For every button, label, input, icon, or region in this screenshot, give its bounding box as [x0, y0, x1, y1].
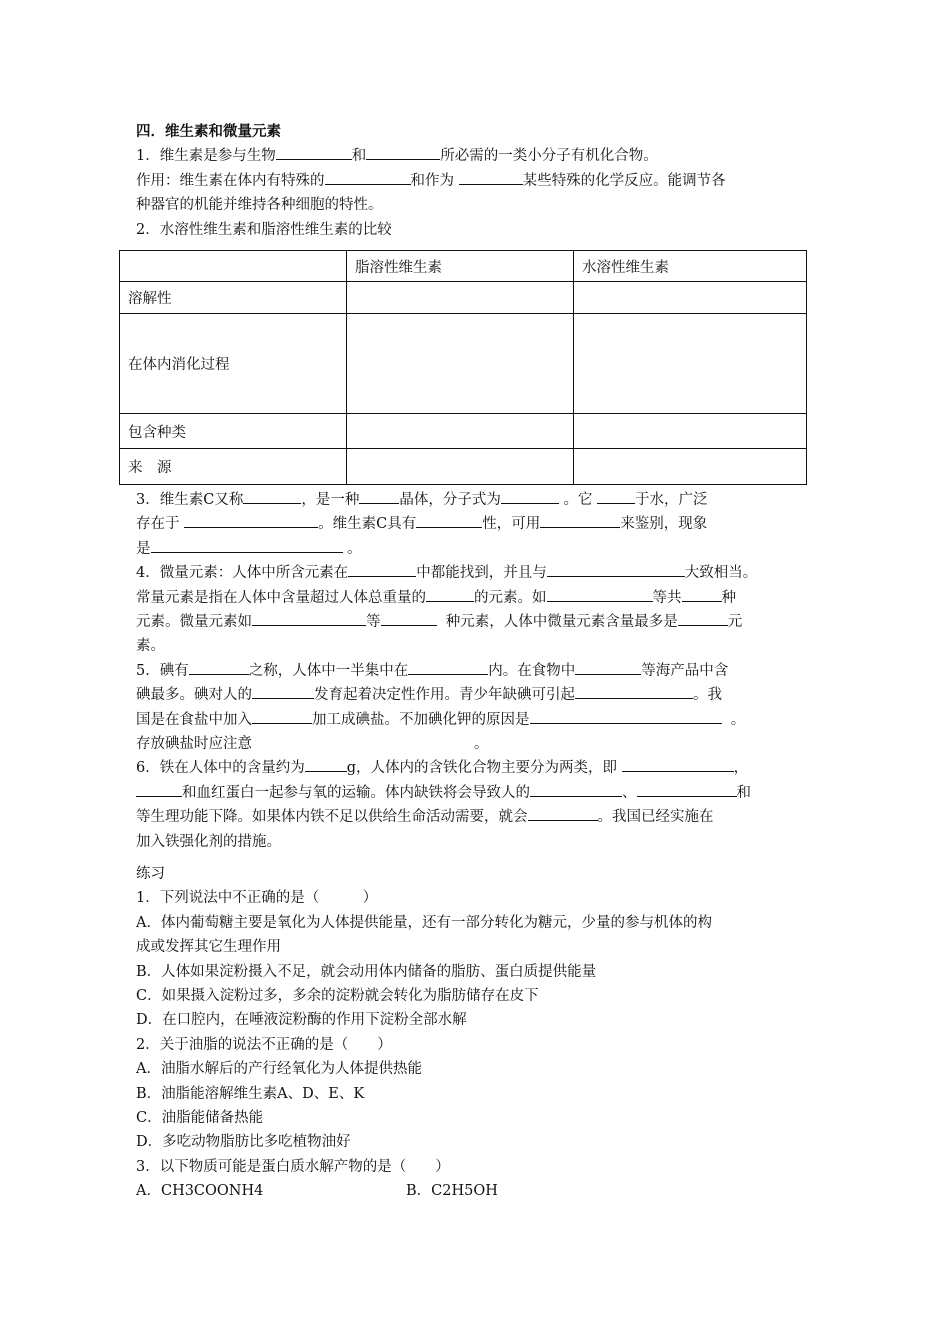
- table-cell[interactable]: [347, 414, 574, 449]
- question-6-line2: [136, 781, 826, 805]
- table-header-cell: [120, 251, 347, 282]
- exercise-question-3-options: [136, 1179, 826, 1203]
- blank[interactable]: [575, 659, 641, 675]
- table-header-cell: 水溶性维生素: [574, 251, 807, 282]
- blank[interactable]: [189, 659, 249, 675]
- text: 等海产品中含: [641, 662, 729, 679]
- table-row: [120, 414, 807, 449]
- blank[interactable]: [325, 169, 411, 185]
- option-a[interactable]: A．CH3COONH4: [136, 1183, 264, 1200]
- text: 某些特殊的化学反应。能调节各: [522, 172, 726, 189]
- text: g，人体内的含铁化合物主要分为两类，即: [346, 760, 618, 777]
- text: 国是在食盐中加入: [136, 711, 252, 728]
- blank[interactable]: [408, 659, 488, 675]
- option-c[interactable]: C．如果摄入淀粉过多，多余的淀粉就会转化为脂肪储存在皮下: [136, 988, 539, 1005]
- text: 3．维生素C又称: [136, 492, 244, 508]
- text: 种: [721, 589, 736, 606]
- blank[interactable]: [416, 512, 482, 528]
- blank[interactable]: [528, 805, 598, 821]
- question-1-effect-cont: 种器官的机能并维持各种细胞的特性。: [136, 197, 383, 214]
- text: 4．微量元素：人体中所含元素在: [136, 565, 349, 582]
- text: 。我: [693, 687, 722, 704]
- text: 中都能找到，并且与: [416, 565, 547, 582]
- row-label: 在体内消化过程: [120, 314, 347, 414]
- text: 于水，广泛: [635, 492, 708, 508]
- blank[interactable]: [501, 488, 559, 504]
- question-3-line3: [136, 537, 826, 561]
- table-cell[interactable]: [347, 282, 574, 314]
- table-cell[interactable]: [347, 449, 574, 485]
- text: 存放碘盐时应注意: [136, 736, 252, 753]
- text: 等共: [652, 589, 682, 606]
- blank[interactable]: [252, 683, 314, 699]
- table-header-row: [120, 251, 807, 282]
- text: 元素。微量元素如: [136, 614, 252, 631]
- text: 等生理功能下降。如果体内铁不足以供给生命活动需要，就会: [136, 809, 528, 826]
- blank[interactable]: [530, 781, 622, 797]
- option-b[interactable]: B．C2H5OH: [406, 1183, 498, 1200]
- text: 来鉴别，现象: [620, 516, 708, 533]
- comparison-table: [119, 250, 807, 485]
- text: ，是一种: [301, 492, 360, 508]
- exercise-question-2: 2．关于油脂的说法不正确的是（ ）: [136, 1036, 392, 1053]
- blank[interactable]: [184, 512, 318, 528]
- question-5-line4: [136, 732, 826, 756]
- table-header-cell: 脂溶性维生素: [347, 251, 574, 282]
- text: 。维生素C具有: [318, 516, 417, 533]
- blank[interactable]: [547, 561, 685, 577]
- question-1-effect: [136, 169, 826, 193]
- text: 元: [727, 614, 743, 631]
- blank[interactable]: [637, 781, 737, 797]
- question-4-line2: [136, 586, 826, 610]
- text: 种元素，人体中微量元素含量最多是: [445, 614, 678, 631]
- exercise-question-3: 3．以下物质可能是蛋白质水解产物的是（ ）: [136, 1158, 450, 1175]
- text: 常量元素是指在人体中含量超过人体总重量的: [136, 589, 426, 606]
- text: 存在于: [136, 516, 180, 533]
- question-4: [136, 561, 826, 585]
- blank[interactable]: [597, 488, 635, 504]
- text: 等: [366, 614, 381, 631]
- question-2-heading: 2．水溶性维生素和脂溶性维生素的比较: [136, 221, 392, 238]
- exercise-title: 练习: [136, 866, 165, 882]
- blank[interactable]: [426, 586, 474, 602]
- text: 所必需的一类小分子有机化合物。: [440, 148, 658, 165]
- section-title: 四．维生素和微量元素: [136, 123, 281, 140]
- text: 作用：维生素在体内有特殊的: [136, 172, 325, 189]
- text: 。: [474, 736, 489, 753]
- question-5-line2: [136, 683, 826, 707]
- table-row: [120, 449, 807, 485]
- text: 是: [136, 540, 151, 557]
- text: 的元素。如: [474, 589, 547, 606]
- blank[interactable]: [459, 169, 523, 185]
- blank[interactable]: [305, 756, 347, 772]
- exercise-section: [136, 862, 826, 1204]
- blank[interactable]: [136, 781, 182, 797]
- question-1: [136, 144, 826, 168]
- table-row: [120, 314, 807, 414]
- blank[interactable]: [622, 756, 734, 772]
- text: 和: [736, 784, 751, 801]
- question-6-line3: [136, 805, 826, 829]
- question-5-line3: [136, 708, 826, 732]
- text: 。: [730, 711, 746, 728]
- blank[interactable]: [682, 586, 722, 602]
- text: 内。在食物中: [488, 662, 576, 679]
- row-label: 包含种类: [120, 414, 347, 449]
- table-cell[interactable]: [347, 314, 574, 414]
- row-label: 来 源: [120, 449, 347, 485]
- option-a[interactable]: A．体内葡萄糖主要是氧化为人体提供能量，还有一部分转化为糖元，少量的参与机体的构: [136, 914, 712, 931]
- text: 发育起着决定性作用。青少年缺碘可引起: [314, 687, 575, 704]
- text: 和作为: [410, 172, 454, 189]
- text: 。它: [563, 492, 593, 508]
- text: 加工成碘盐。不加碘化钾的原因是: [312, 711, 530, 728]
- blank[interactable]: [359, 488, 399, 504]
- blank[interactable]: [348, 561, 416, 577]
- table-cell[interactable]: [574, 314, 807, 414]
- question-3: [136, 488, 826, 512]
- text: 大致相当。: [684, 565, 758, 582]
- blank[interactable]: [151, 537, 343, 553]
- text: 5．碘有: [136, 662, 189, 679]
- text: 1．维生素是参与生物: [136, 148, 276, 165]
- table-cell[interactable]: [574, 282, 807, 314]
- text: 性，可用: [482, 516, 541, 533]
- blank[interactable]: [252, 610, 366, 626]
- question-6: [136, 756, 826, 780]
- option-d[interactable]: D．在口腔内，在唾液淀粉酶的作用下淀粉全部水解: [136, 1012, 467, 1029]
- blank[interactable]: [547, 586, 653, 602]
- text: ，: [733, 760, 749, 777]
- question-5: [136, 659, 826, 683]
- question-3-line2: [136, 512, 826, 536]
- question-4-line4: 素。: [136, 638, 165, 655]
- text: 。我国已经实施在: [597, 809, 714, 826]
- option-a[interactable]: A．油脂水解后的产行经氧化为人体提供热能: [136, 1061, 422, 1078]
- exercise-question-1: 1．下列说法中不正确的是（ ）: [136, 890, 378, 907]
- option-b[interactable]: B．人体如果淀粉摄入不足，就会动用体内储备的脂肪、蛋白质提供能量: [136, 963, 597, 980]
- blank[interactable]: [678, 610, 728, 626]
- text: 、: [622, 784, 637, 801]
- blank[interactable]: [530, 708, 722, 724]
- row-label: 溶解性: [120, 282, 347, 314]
- blank[interactable]: [243, 488, 301, 504]
- blank[interactable]: [381, 610, 437, 626]
- blank[interactable]: [575, 683, 693, 699]
- question-4-line3: [136, 610, 826, 634]
- blank[interactable]: [366, 144, 440, 160]
- text: 碘最多。碘对人的: [136, 687, 252, 704]
- table-cell[interactable]: [574, 449, 807, 485]
- option-a-cont: 成或发挥其它生理作用: [136, 939, 281, 956]
- question-6-line4: 加入铁强化剂的措施。: [136, 833, 281, 850]
- worksheet-top: [136, 120, 826, 242]
- option-d[interactable]: D．多吃动物脂肪比多吃植物油好: [136, 1134, 351, 1151]
- blank[interactable]: [276, 144, 352, 160]
- text: 6．铁在人体中的含量约为: [136, 760, 305, 777]
- blank[interactable]: [540, 512, 620, 528]
- option-c[interactable]: C．油脂能储备热能: [136, 1110, 264, 1127]
- option-b[interactable]: B．油脂能溶解维生素A、D、E、K: [136, 1085, 365, 1102]
- blank[interactable]: [252, 708, 312, 724]
- text: 晶体，分子式为: [399, 492, 501, 508]
- text: 和: [351, 148, 367, 165]
- text: 之称，人体中一半集中在: [248, 662, 409, 679]
- table-cell[interactable]: [574, 414, 807, 449]
- worksheet-middle: [136, 488, 826, 854]
- table-row: [120, 282, 807, 314]
- text: 和血红蛋白一起参与氧的运输。体内缺铁将会导致人的: [182, 784, 530, 801]
- text: 。: [347, 540, 362, 557]
